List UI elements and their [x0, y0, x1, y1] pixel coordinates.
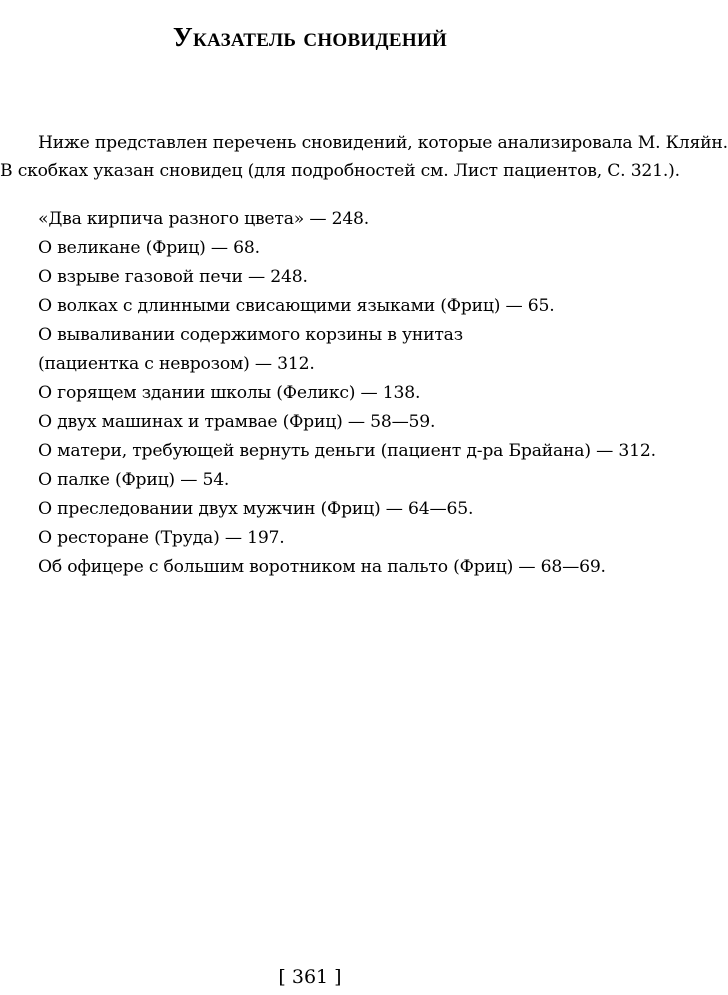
- dream-entry-text: О горящем здании школы (Феликс) — 138.: [38, 383, 421, 403]
- dream-entry-text: О волках с длинными свисающими языками (Фриц) — 65.: [38, 296, 555, 316]
- dream-entry-text: О матери, требующей вернуть деньги (пациент д-ра Брайана) — 312.: [38, 441, 656, 461]
- dream-entry: [38, 524, 613, 553]
- dream-entry: [38, 205, 613, 234]
- dream-entry: [38, 234, 613, 263]
- intro-line-2: В скобках указан сновидец (для подробностей см. Лист пациентов, С. 321.).: [0, 161, 680, 181]
- dream-entry-text: О великане (Фриц) — 68.: [38, 238, 260, 258]
- dream-entry: [38, 379, 613, 408]
- dream-entry-text: О ресторане (Труда) — 197.: [38, 528, 285, 548]
- dream-entry: [38, 408, 613, 437]
- dream-entry: [38, 292, 613, 321]
- intro-line-1: Ниже представлен перечень сновидений, которые анализировала М. Кляйн.: [38, 133, 728, 153]
- dream-entry: [38, 437, 656, 466]
- dream-index-list: [38, 205, 656, 582]
- page-title: Указатель сновидений: [172, 22, 448, 53]
- dream-entry-text-continued: (пациентка с неврозом) — 312.: [38, 354, 315, 374]
- intro-paragraph: [0, 129, 728, 185]
- dream-entry: [38, 321, 613, 379]
- dream-entry-text: О палке (Фриц) — 54.: [38, 470, 230, 490]
- dream-entry-text: Об офицере с большим воротником на пальто (Фриц) — 68—69.: [38, 557, 606, 577]
- page-number: [ 361 ]: [278, 966, 342, 988]
- dream-entry-text: О преследовании двух мужчин (Фриц) — 64—65.: [38, 499, 474, 519]
- dream-entry-text: О вываливании содержимого корзины в унитаз: [38, 325, 463, 345]
- dream-entry: [38, 553, 613, 582]
- dream-entry-text: О взрыве газовой печи — 248.: [38, 267, 308, 287]
- dream-entry: [38, 495, 613, 524]
- dream-entry: [38, 466, 613, 495]
- dream-entry: [38, 263, 613, 292]
- dream-entry-text: О двух машинах и трамвае (Фриц) — 58—59.: [38, 412, 436, 432]
- dream-entry-text: «Два кирпича разного цвета» — 248.: [38, 209, 370, 229]
